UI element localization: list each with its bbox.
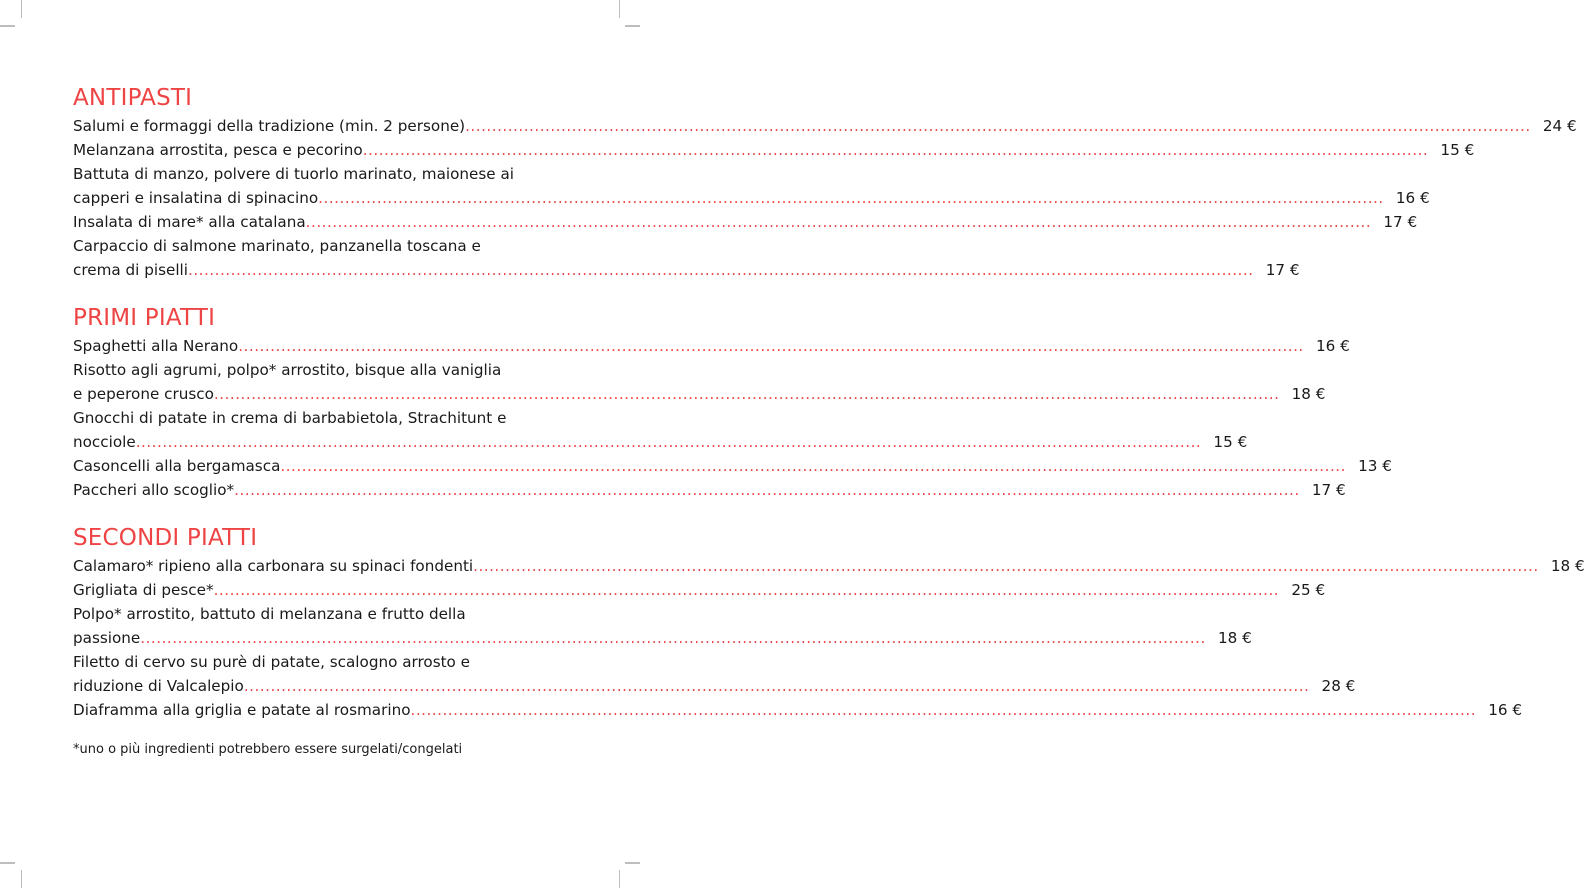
dot-leader: ........................................................................................................................................................................................................ [473,557,1539,575]
item-name: Gnocchi di patate in crema di barbabietola, Strachitunt e [73,409,507,427]
item-price: 16 € [1315,337,1350,355]
section-title: ANTIPASTI [73,85,193,111]
menu-item [73,478,1346,502]
item-price: 28 € [1321,677,1356,695]
item-price: 17 € [1311,481,1346,499]
item-name: Filetto di cervo su purè di patate, scalogno arrosto e [73,653,471,671]
dot-leader: ........................................................................................................................................................................................................ [410,701,1477,719]
item-name: e peperone crusco [73,385,214,403]
menu-item [73,114,1577,138]
crop-mark [625,25,640,27]
item-price: 16 € [1488,701,1523,719]
menu-item [73,234,1300,282]
menu [73,82,1585,742]
item-price: 16 € [1395,189,1430,207]
menu-item [73,578,1326,602]
item-name: Spaghetti alla Nerano [73,337,239,355]
dot-leader: ........................................................................................................................................................................................................ [362,141,1429,159]
item-name: nocciole [73,433,136,451]
item-price: 15 € [1213,433,1248,451]
item-name: Diaframma alla griglia e patate al rosmarino [73,701,411,719]
menu-item [73,358,1326,406]
dot-leader: ........................................................................................................................................................................................................ [238,337,1304,355]
dot-leader: ........................................................................................................................................................................................................ [234,481,1300,499]
crop-mark [0,862,15,864]
item-price: 18 € [1217,629,1252,647]
dot-leader: ........................................................................................................................................................................................................ [280,457,1346,475]
dot-leader: ........................................................................................................................................................................................................ [305,213,1372,231]
menu-item [73,650,1356,698]
menu-item [73,554,1585,578]
item-name: passione [73,629,141,647]
menu-section [73,522,1585,722]
dot-leader: ........................................................................................................................................................................................................ [188,261,1254,279]
footnote: *uno o più ingredienti potrebbero essere surgelati/congelati [73,742,463,757]
section-title: SECONDI PIATTI [73,525,258,551]
menu-item [73,334,1350,358]
item-name: Insalata di mare* alla catalana [73,213,306,231]
menu-item [73,406,1248,454]
item-name: Battuta di manzo, polvere di tuorlo marinato, maionese ai [73,165,514,183]
item-name: Carpaccio di salmone marinato, panzanella toscana e [73,237,481,255]
crop-mark [625,862,640,864]
item-name: Risotto agli agrumi, polpo* arrostito, bisque alla vaniglia [73,361,502,379]
menu-section [73,82,1577,282]
dot-leader: ........................................................................................................................................................................................................ [135,433,1202,451]
menu-item [73,138,1475,162]
item-price: 24 € [1542,117,1577,135]
item-name: capperi e insalatina di spinacino [73,189,319,207]
item-name: riduzione di Valcalepio [73,677,244,695]
item-price: 17 € [1383,213,1418,231]
item-name: Grigliata di pesce* [73,581,214,599]
menu-item [73,454,1392,478]
dot-leader: ........................................................................................................................................................................................................ [318,189,1384,207]
item-name: Calamaro* ripieno alla carbonara su spinaci fondenti [73,557,474,575]
dot-leader: ........................................................................................................................................................................................................ [140,629,1206,647]
dot-leader: ........................................................................................................................................................................................................ [465,117,1531,135]
crop-mark [21,0,22,18]
section-title: PRIMI PIATTI [73,305,216,331]
menu-item [73,210,1418,234]
item-price: 25 € [1291,581,1326,599]
menu-section [73,302,1392,502]
dot-leader: ........................................................................................................................................................................................................ [213,385,1280,403]
item-name: Melanzana arrostita, pesca e pecorino [73,141,363,159]
item-price: 18 € [1291,385,1326,403]
item-name: crema di piselli [73,261,188,279]
menu-item [73,602,1252,650]
item-name: Paccheri allo scoglio* [73,481,235,499]
item-price: 17 € [1265,261,1300,279]
item-price: 13 € [1358,457,1392,475]
item-name: Casoncelli alla bergamasca [73,457,281,475]
crop-mark [619,870,620,888]
dot-leader: ........................................................................................................................................................................................................ [243,677,1310,695]
item-price: 15 € [1440,141,1475,159]
crop-mark [619,0,620,18]
menu-item [73,698,1523,722]
menu-item [73,162,1430,210]
item-name: Polpo* arrostito, battuto di melanzana e frutto della [73,605,466,623]
dot-leader: ........................................................................................................................................................................................................ [213,581,1280,599]
crop-mark [21,870,22,888]
crop-mark [0,25,15,27]
item-name: Salumi e formaggi della tradizione (min. 2 persone) [73,117,466,135]
item-price: 18 € [1550,557,1585,575]
